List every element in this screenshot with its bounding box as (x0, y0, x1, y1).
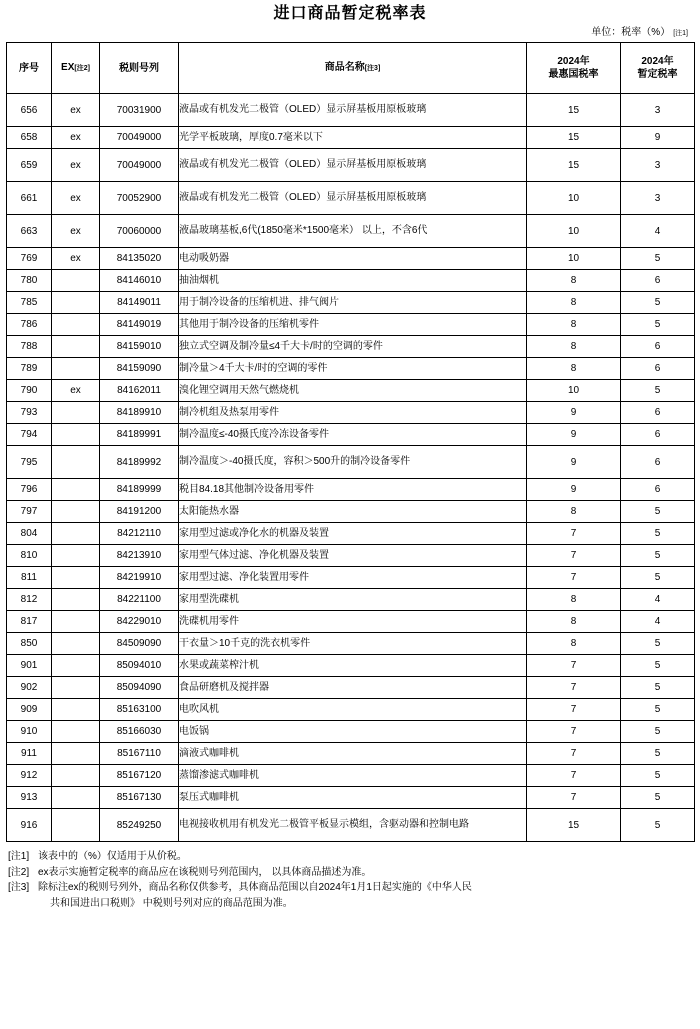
cell-seq: 810 (7, 545, 52, 567)
cell-provisional-rate: 5 (621, 677, 695, 699)
column-header-name (179, 43, 527, 94)
cell-tariff-code: 84149011 (100, 292, 179, 314)
cell-commodity-name: 光学平板玻璃，厚度0.7毫米以下 (179, 127, 527, 149)
table-row (7, 787, 695, 809)
cell-commodity-name: 税目84.18其他制冷设备用零件 (179, 479, 527, 501)
cell-commodity-name: 食品研磨机及搅拌器 (179, 677, 527, 699)
cell-provisional-rate: 6 (621, 270, 695, 292)
cell-seq: 850 (7, 633, 52, 655)
cell-ex-marker: ex (52, 380, 100, 402)
cell-ex-marker (52, 402, 100, 424)
cell-provisional-rate: 5 (621, 787, 695, 809)
table-row (7, 358, 695, 380)
cell-ex-marker (52, 358, 100, 380)
column-header-mfn-year: 2024年 (557, 56, 590, 67)
cell-provisional-rate: 4 (621, 589, 695, 611)
cell-mfn-rate: 9 (527, 479, 621, 501)
cell-commodity-name: 电动吸奶器 (179, 248, 527, 270)
cell-commodity-name: 滴液式咖啡机 (179, 743, 527, 765)
cell-provisional-rate: 5 (621, 567, 695, 589)
cell-tariff-code: 85167120 (100, 765, 179, 787)
column-header-mfn-label: 最惠国税率 (548, 69, 599, 80)
cell-tariff-code: 84229010 (100, 611, 179, 633)
cell-ex-marker (52, 479, 100, 501)
cell-tariff-code: 84221100 (100, 589, 179, 611)
cell-provisional-rate: 5 (621, 248, 695, 270)
cell-ex-marker (52, 336, 100, 358)
cell-seq: 902 (7, 677, 52, 699)
cell-tariff-code: 70031900 (100, 94, 179, 127)
cell-provisional-rate: 5 (621, 765, 695, 787)
cell-tariff-code: 85167130 (100, 787, 179, 809)
cell-provisional-rate: 5 (621, 743, 695, 765)
cell-tariff-code: 84189999 (100, 479, 179, 501)
cell-tariff-code: 84219910 (100, 567, 179, 589)
cell-ex-marker: ex (52, 127, 100, 149)
table-row (7, 182, 695, 215)
cell-ex-marker (52, 424, 100, 446)
column-header-seq: 序号 (7, 43, 52, 94)
cell-mfn-rate: 7 (527, 677, 621, 699)
cell-mfn-rate: 7 (527, 765, 621, 787)
cell-tariff-code: 84189991 (100, 424, 179, 446)
footnote-1-tag: [注1] (8, 851, 30, 862)
cell-commodity-name: 抽油烟机 (179, 270, 527, 292)
cell-commodity-name: 泵压式咖啡机 (179, 787, 527, 809)
cell-ex-marker: ex (52, 215, 100, 248)
cell-seq: 795 (7, 446, 52, 479)
cell-mfn-rate: 7 (527, 523, 621, 545)
cell-mfn-rate: 15 (527, 94, 621, 127)
cell-commodity-name: 干衣量＞10千克的洗衣机零件 (179, 633, 527, 655)
table-row (7, 402, 695, 424)
cell-ex-marker: ex (52, 248, 100, 270)
cell-commodity-name: 电视接收机用有机发光二极管平板显示模组，含驱动器和控制电路 (179, 809, 527, 842)
cell-mfn-rate: 9 (527, 424, 621, 446)
cell-mfn-rate: 15 (527, 149, 621, 182)
cell-mfn-rate: 8 (527, 611, 621, 633)
cell-seq: 658 (7, 127, 52, 149)
column-header-mfn-rate (527, 43, 621, 94)
cell-seq: 901 (7, 655, 52, 677)
cell-commodity-name: 其他用于制冷设备的压缩机零件 (179, 314, 527, 336)
cell-tariff-code: 84212110 (100, 523, 179, 545)
cell-tariff-code: 84162011 (100, 380, 179, 402)
table-row (7, 336, 695, 358)
cell-mfn-rate: 10 (527, 380, 621, 402)
cell-provisional-rate: 5 (621, 721, 695, 743)
cell-tariff-code: 85167110 (100, 743, 179, 765)
cell-ex-marker (52, 501, 100, 523)
cell-tariff-code: 70049000 (100, 127, 179, 149)
cell-commodity-name: 液晶或有机发光二极管（OLED）显示屏基板用原板玻璃 (179, 94, 527, 127)
column-header-provisional-year: 2024年 (641, 56, 674, 67)
cell-ex-marker: ex (52, 149, 100, 182)
cell-tariff-code: 84159090 (100, 358, 179, 380)
cell-mfn-rate: 8 (527, 358, 621, 380)
cell-seq: 910 (7, 721, 52, 743)
cell-commodity-name: 制冷温度≤-40摄氏度冷冻设备零件 (179, 424, 527, 446)
table-row (7, 292, 695, 314)
table-row (7, 501, 695, 523)
cell-provisional-rate: 5 (621, 655, 695, 677)
cell-ex-marker (52, 743, 100, 765)
table-row (7, 127, 695, 149)
table-row (7, 721, 695, 743)
cell-mfn-rate: 10 (527, 215, 621, 248)
cell-commodity-name: 家用型洗碟机 (179, 589, 527, 611)
cell-tariff-code: 85249250 (100, 809, 179, 842)
cell-mfn-rate: 8 (527, 589, 621, 611)
cell-tariff-code: 84149019 (100, 314, 179, 336)
cell-ex-marker (52, 677, 100, 699)
table-row (7, 314, 695, 336)
cell-seq: 788 (7, 336, 52, 358)
cell-ex-marker (52, 545, 100, 567)
cell-commodity-name: 家用型过滤或净化水的机器及装置 (179, 523, 527, 545)
cell-provisional-rate: 6 (621, 446, 695, 479)
cell-seq: 663 (7, 215, 52, 248)
cell-provisional-rate: 3 (621, 182, 695, 215)
cell-commodity-name: 蒸馏渗滤式咖啡机 (179, 765, 527, 787)
cell-ex-marker (52, 787, 100, 809)
cell-mfn-rate: 7 (527, 721, 621, 743)
table-row (7, 446, 695, 479)
cell-provisional-rate: 5 (621, 633, 695, 655)
column-header-ex-label: EX (61, 62, 75, 73)
table-row (7, 523, 695, 545)
table-row (7, 479, 695, 501)
table-row (7, 248, 695, 270)
cell-provisional-rate: 5 (621, 380, 695, 402)
cell-provisional-rate: 6 (621, 479, 695, 501)
column-header-provisional-rate (621, 43, 695, 94)
table-row (7, 655, 695, 677)
footnote-2-text: ex表示实施暂定税率的商品应在该税则号列范围内， 以具体商品描述为准。 (38, 866, 372, 878)
cell-seq: 817 (7, 611, 52, 633)
cell-provisional-rate: 4 (621, 215, 695, 248)
cell-ex-marker (52, 655, 100, 677)
cell-seq: 911 (7, 743, 52, 765)
cell-seq: 913 (7, 787, 52, 809)
cell-mfn-rate: 7 (527, 655, 621, 677)
cell-ex-marker (52, 633, 100, 655)
table-row (7, 743, 695, 765)
header-row (7, 43, 695, 94)
cell-commodity-name: 制冷温度＞-40摄氏度，容积＞500升的制冷设备零件 (179, 446, 527, 479)
table-row (7, 809, 695, 842)
table-row (7, 611, 695, 633)
cell-seq: 794 (7, 424, 52, 446)
cell-seq: 793 (7, 402, 52, 424)
cell-ex-marker (52, 721, 100, 743)
cell-ex-marker: ex (52, 94, 100, 127)
cell-mfn-rate: 15 (527, 809, 621, 842)
footnote-1-text: 该表中的（%）仅适用于从价税。 (38, 851, 187, 862)
table-row (7, 270, 695, 292)
cell-commodity-name: 家用型过滤、净化装置用零件 (179, 567, 527, 589)
cell-seq: 804 (7, 523, 52, 545)
cell-seq: 916 (7, 809, 52, 842)
table-row (7, 589, 695, 611)
cell-mfn-rate: 7 (527, 567, 621, 589)
cell-mfn-rate: 8 (527, 270, 621, 292)
footnote-2 (8, 865, 694, 881)
column-header-name-label: 商品名称 (324, 62, 365, 73)
table-body (7, 94, 695, 842)
cell-seq: 789 (7, 358, 52, 380)
cell-provisional-rate: 4 (621, 611, 695, 633)
footnote-3 (8, 880, 694, 911)
cell-seq: 786 (7, 314, 52, 336)
cell-mfn-rate: 8 (527, 633, 621, 655)
unit-note-text: 单位：税率（%） (591, 27, 671, 38)
cell-provisional-rate: 9 (621, 127, 695, 149)
cell-mfn-rate: 10 (527, 182, 621, 215)
footnotes (6, 849, 694, 911)
cell-commodity-name: 溴化锂空调用天然气燃烧机 (179, 380, 527, 402)
cell-mfn-rate: 8 (527, 336, 621, 358)
table-row (7, 567, 695, 589)
cell-seq: 912 (7, 765, 52, 787)
cell-tariff-code: 84191200 (100, 501, 179, 523)
table-row (7, 149, 695, 182)
column-header-provisional-label: 暂定税率 (637, 69, 678, 80)
cell-tariff-code: 70052900 (100, 182, 179, 215)
cell-ex-marker (52, 446, 100, 479)
table-row (7, 380, 695, 402)
cell-mfn-rate: 8 (527, 501, 621, 523)
cell-seq: 785 (7, 292, 52, 314)
cell-tariff-code: 84213910 (100, 545, 179, 567)
cell-provisional-rate: 6 (621, 402, 695, 424)
cell-seq: 661 (7, 182, 52, 215)
cell-provisional-rate: 5 (621, 314, 695, 336)
cell-seq: 769 (7, 248, 52, 270)
cell-mfn-rate: 7 (527, 743, 621, 765)
footnote-1 (8, 849, 694, 865)
cell-seq: 790 (7, 380, 52, 402)
cell-provisional-rate: 6 (621, 424, 695, 446)
cell-mfn-rate: 8 (527, 292, 621, 314)
cell-tariff-code: 70060000 (100, 215, 179, 248)
cell-provisional-rate: 5 (621, 809, 695, 842)
cell-ex-marker (52, 589, 100, 611)
cell-tariff-code: 84189992 (100, 446, 179, 479)
cell-tariff-code: 85163100 (100, 699, 179, 721)
cell-seq: 811 (7, 567, 52, 589)
cell-seq: 797 (7, 501, 52, 523)
cell-provisional-rate: 3 (621, 149, 695, 182)
table-row (7, 215, 695, 248)
cell-seq: 659 (7, 149, 52, 182)
cell-seq: 909 (7, 699, 52, 721)
cell-provisional-rate: 6 (621, 336, 695, 358)
unit-note (6, 26, 694, 42)
cell-ex-marker: ex (52, 182, 100, 215)
cell-provisional-rate: 5 (621, 292, 695, 314)
cell-commodity-name: 水果或蔬菜榨汁机 (179, 655, 527, 677)
table-row (7, 699, 695, 721)
cell-ex-marker (52, 292, 100, 314)
cell-tariff-code: 84189910 (100, 402, 179, 424)
cell-provisional-rate: 5 (621, 699, 695, 721)
column-header-ex (52, 43, 100, 94)
cell-tariff-code: 70049000 (100, 149, 179, 182)
cell-commodity-name: 电饭锅 (179, 721, 527, 743)
cell-commodity-name: 洗碟机用零件 (179, 611, 527, 633)
page-title: 进口商品暂定税率表 (273, 5, 427, 22)
table-row (7, 545, 695, 567)
footnote-3-tag: [注3] (8, 882, 30, 893)
cell-ex-marker (52, 809, 100, 842)
cell-seq: 812 (7, 589, 52, 611)
cell-seq: 656 (7, 94, 52, 127)
cell-mfn-rate: 7 (527, 545, 621, 567)
cell-tariff-code: 84146010 (100, 270, 179, 292)
cell-mfn-rate: 9 (527, 446, 621, 479)
cell-ex-marker (52, 611, 100, 633)
cell-tariff-code: 84509090 (100, 633, 179, 655)
cell-provisional-rate: 5 (621, 545, 695, 567)
table-row (7, 677, 695, 699)
table-row (7, 424, 695, 446)
cell-commodity-name: 独立式空调及制冷量≤4千大卡/时的空调的零件 (179, 336, 527, 358)
tariff-table (6, 42, 695, 842)
cell-commodity-name: 液晶玻璃基板,6代(1850毫米*1500毫米） 以上，不含6代 (179, 215, 527, 248)
cell-tariff-code: 84135020 (100, 248, 179, 270)
cell-provisional-rate: 5 (621, 523, 695, 545)
cell-tariff-code: 84159010 (100, 336, 179, 358)
cell-commodity-name: 液晶或有机发光二极管（OLED）显示屏基板用原板玻璃 (179, 182, 527, 215)
table-row (7, 633, 695, 655)
footnote-3-continuation: 共和国进出口税则》 中税则号列对应的商品范围为准。 (50, 897, 293, 909)
column-header-ex-note-ref: [注2] (74, 65, 90, 72)
cell-mfn-rate: 7 (527, 699, 621, 721)
cell-mfn-rate: 7 (527, 787, 621, 809)
cell-mfn-rate: 8 (527, 314, 621, 336)
cell-mfn-rate: 15 (527, 127, 621, 149)
cell-provisional-rate: 3 (621, 94, 695, 127)
cell-commodity-name: 制冷机组及热泵用零件 (179, 402, 527, 424)
cell-seq: 780 (7, 270, 52, 292)
cell-ex-marker (52, 314, 100, 336)
cell-commodity-name: 液晶或有机发光二极管（OLED）显示屏基板用原板玻璃 (179, 149, 527, 182)
cell-commodity-name: 制冷量＞4千大卡/时的空调的零件 (179, 358, 527, 380)
cell-tariff-code: 85166030 (100, 721, 179, 743)
cell-ex-marker (52, 765, 100, 787)
cell-ex-marker (52, 270, 100, 292)
cell-ex-marker (52, 699, 100, 721)
cell-seq: 796 (7, 479, 52, 501)
cell-commodity-name: 太阳能热水器 (179, 501, 527, 523)
cell-tariff-code: 85094010 (100, 655, 179, 677)
cell-tariff-code: 85094090 (100, 677, 179, 699)
cell-ex-marker (52, 523, 100, 545)
table-row (7, 765, 695, 787)
column-header-code: 税则号列 (100, 43, 179, 94)
footnote-2-tag: [注2] (8, 866, 30, 878)
cell-mfn-rate: 10 (527, 248, 621, 270)
cell-commodity-name: 家用型气体过滤、净化机器及装置 (179, 545, 527, 567)
table-row (7, 94, 695, 127)
cell-provisional-rate: 5 (621, 501, 695, 523)
cell-mfn-rate: 9 (527, 402, 621, 424)
column-header-name-note-ref: [注3] (364, 65, 381, 72)
table-header (7, 43, 695, 94)
cell-provisional-rate: 6 (621, 358, 695, 380)
cell-commodity-name: 用于制冷设备的压缩机进、排气阀片 (179, 292, 527, 314)
footnote-3-text: 除标注ex的税则号列外，商品名称仅供参考，具体商品范围以自2024年1月1日起实施的《中华人民 (38, 882, 472, 893)
cell-ex-marker (52, 567, 100, 589)
unit-note-ref: [注1] (673, 30, 688, 37)
cell-commodity-name: 电吹风机 (179, 699, 527, 721)
